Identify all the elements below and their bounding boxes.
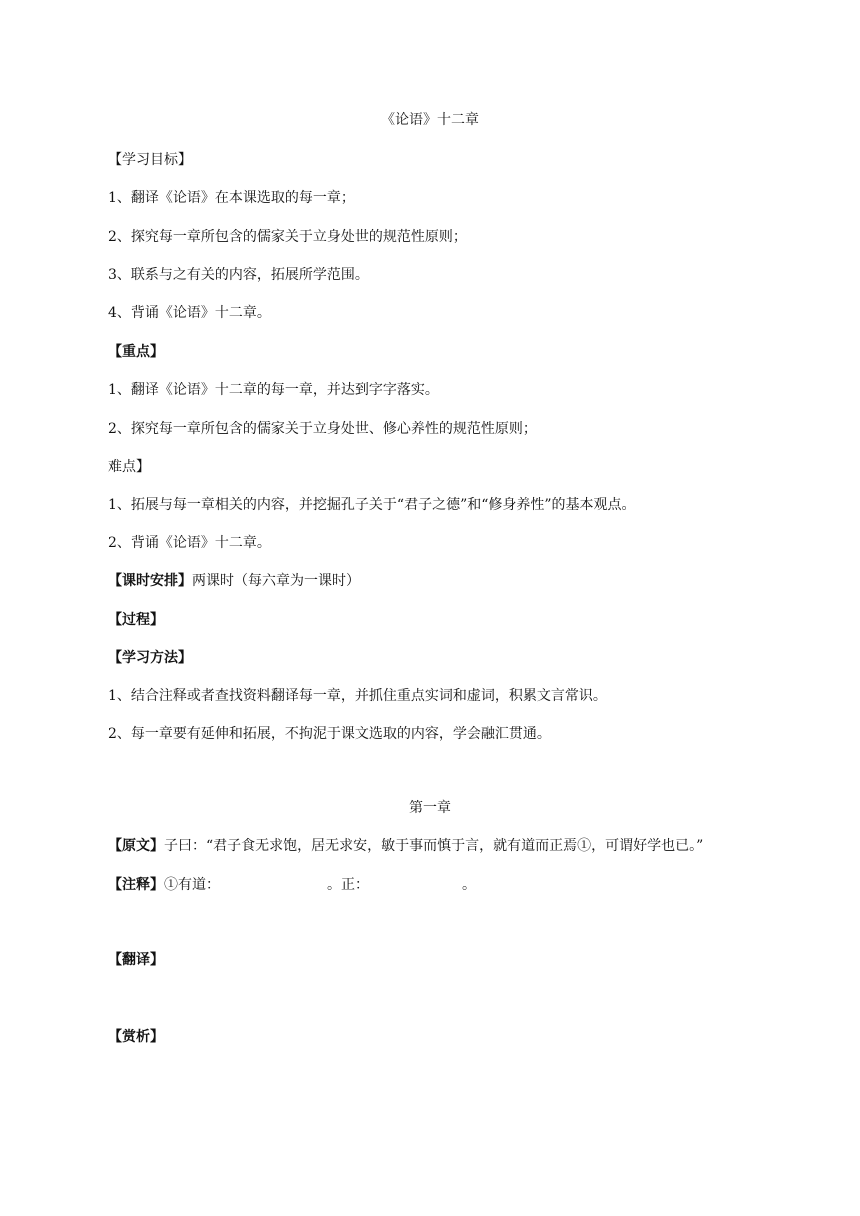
page-title: 《论语》十二章 bbox=[381, 112, 479, 128]
schedule-text: 两课时（每六章为一课时） bbox=[192, 573, 360, 589]
objectives-heading: 【学习目标】 bbox=[108, 152, 192, 168]
note2-end: 。 bbox=[462, 877, 476, 893]
translation-label: 【翻译】 bbox=[108, 952, 164, 968]
note2-term: 正： bbox=[341, 877, 369, 893]
methods-heading: 【学习方法】 bbox=[108, 650, 192, 666]
original-line bbox=[108, 836, 703, 856]
objective-item-4: 4、背诵《论语》十二章。 bbox=[108, 305, 271, 321]
process-heading: 【过程】 bbox=[108, 612, 164, 628]
key-point-item-2: 2、探究每一章所包含的儒家关于立身处世、修心养性的规范性原则； bbox=[108, 421, 537, 437]
original-text: 子曰：“君子食无求饱，居无求安，敏于事而慎于言，就有道而正焉①，可谓好学也已。” bbox=[164, 838, 704, 854]
key-point-item-1: 1、翻译《论语》十二章的每一章，并达到字字落实。 bbox=[108, 382, 439, 398]
chapter-title: 第一章 bbox=[409, 800, 451, 816]
notes-label: 【注释】 bbox=[108, 877, 164, 893]
difficulty-item-2: 2、背诵《论语》十二章。 bbox=[108, 535, 271, 551]
notes-line bbox=[108, 875, 476, 895]
schedule-line bbox=[108, 571, 360, 591]
objective-item-2: 2、探究每一章所包含的儒家关于立身处世的规范性原则； bbox=[108, 229, 467, 245]
objective-item-3: 3、联系与之有关的内容，拓展所学范围。 bbox=[108, 267, 369, 283]
original-label: 【原文】 bbox=[108, 838, 164, 854]
note1-term: ①有道： bbox=[164, 877, 220, 893]
objective-item-1: 1、翻译《论语》在本课选取的每一章； bbox=[108, 190, 355, 206]
appreciation-label: 【赏析】 bbox=[108, 1029, 164, 1045]
difficulty-item-1: 1、拓展与每一章相关的内容，并挖掘孔子关于“君子之德”和“修身养性”的基本观点。 bbox=[108, 497, 636, 513]
method-item-2: 2、每一章要有延伸和拓展，不拘泥于课文选取的内容，学会融汇贯通。 bbox=[108, 726, 551, 742]
method-item-1: 1、结合注释或者查找资料翻译每一章，并抓住重点实词和虚词，积累文言常识。 bbox=[108, 688, 607, 704]
difficulties-heading: 难点】 bbox=[108, 459, 150, 475]
note1-end: 。 bbox=[327, 877, 341, 893]
key-points-heading: 【重点】 bbox=[108, 344, 164, 360]
schedule-label: 【课时安排】 bbox=[108, 573, 192, 589]
